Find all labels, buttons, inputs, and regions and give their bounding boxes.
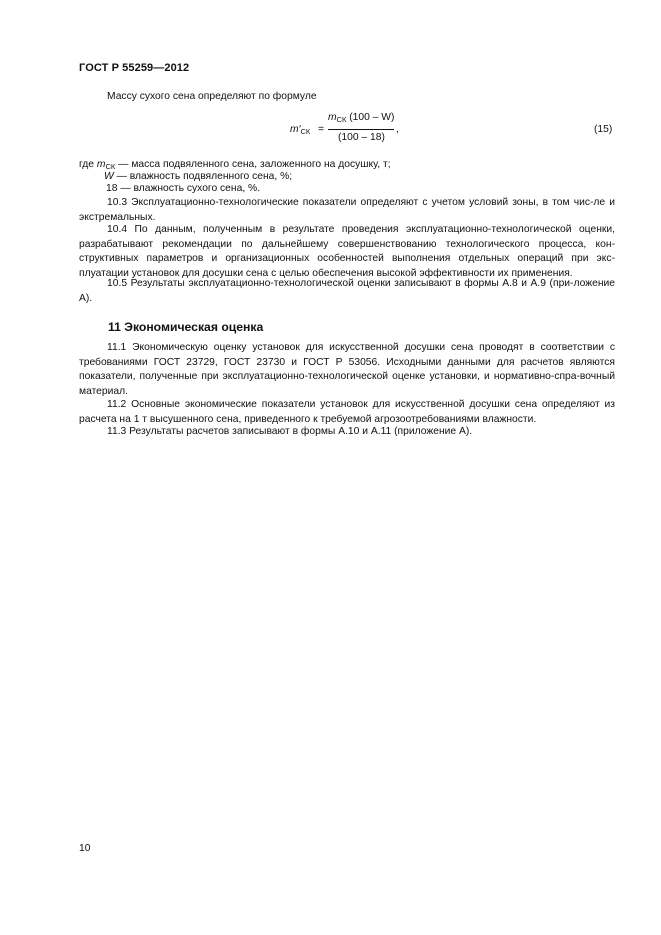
equation-number: (15) bbox=[594, 124, 613, 135]
paragraph-11-3: 11.3 Результаты расчетов записывают в формы А.10 и А.11 (приложение А). bbox=[107, 426, 473, 437]
where-line-2: W — влажность подвяленного сена, %; bbox=[104, 171, 293, 182]
section-heading-11: 11 Экономическая оценка bbox=[108, 320, 264, 334]
paragraph-10-5: 10.5 Результаты эксплуатационно-технологической оценки записывают в формы А.8 и А.9 (при-ложение А). bbox=[79, 278, 615, 304]
formula-denominator: (100 – 18) bbox=[338, 132, 385, 143]
document-header: ГОСТ Р 55259—2012 bbox=[79, 62, 190, 74]
paragraph-10-4: 10.4 По данным, полученным в результате проведения эксплуатационно-технологической оценки, разрабатывают рекомендации по дальнейшему совершенствованию технологического процесса, кон-структивных параметров и организационных особенностей выполнения отдельных операций при экс-плуатации установок для досушки сена с целью обеспечения высокой эффективности их применения. bbox=[79, 224, 615, 279]
formula-15 bbox=[290, 112, 420, 152]
formula-numerator: $m_{СК}$ (100 – W) bbox=[328, 112, 395, 124]
paragraph-11-1: 11.1 Экономическую оценку установок для искусственной досушки сена проводят в соответствии с требованиями ГОСТ 23729, ГОСТ 23730 и ГОСТ Р 53056. Исходными данными для расчетов являются показатели, полученные при эксплуатационно-технологической оценке установки, и нормативно-спра-вочный материал. bbox=[79, 342, 615, 397]
paragraph-10-3: 10.3 Эксплуатационно-технологические показатели определяют с учетом условий зоны, в том чис-ле и экстремальных. bbox=[79, 197, 615, 223]
formula-lhs: $m'_{СК}$ bbox=[290, 124, 311, 136]
fraction-bar bbox=[328, 129, 394, 130]
formula-comma: , bbox=[396, 124, 399, 135]
formula-equals: = bbox=[318, 124, 325, 135]
paragraph-11-2: 11.2 Основные экономические показатели установок для искусственной досушки сена определяют из расчета на 1 т высушенного сена, приведенного к требуемой агрозоотребованиями влажности. bbox=[79, 399, 615, 425]
page-number: 10 bbox=[79, 843, 91, 854]
where-line-3: 18 — влажность сухого сена, %. bbox=[106, 183, 261, 194]
formula-intro: Массу сухого сена определяют по формуле bbox=[107, 91, 317, 102]
where-line-1: где $m_{СК}$ — масса подвяленного сена, заложенного на досушку, т; bbox=[79, 159, 391, 171]
